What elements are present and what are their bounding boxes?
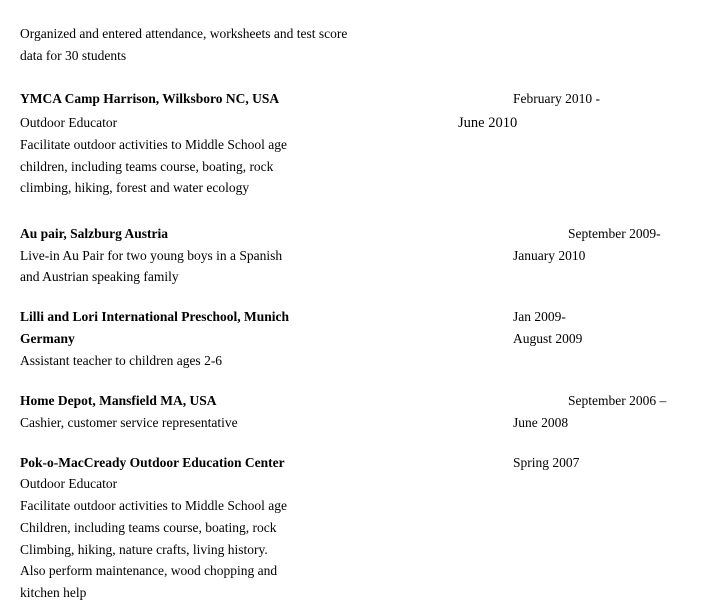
entry-title: YMCA Camp Harrison, Wilksboro NC, USA <box>20 91 280 106</box>
intro-line: data for 30 students <box>20 48 127 63</box>
entry-description-line: Facilitate outdoor activities to Middle School age <box>20 498 287 513</box>
entry-description-line: children, including teams course, boating, rock <box>20 159 274 174</box>
entry-date: Spring 2007 <box>513 455 580 470</box>
entry-description-line: and Austrian speaking family <box>20 269 179 284</box>
entry-description-line: Facilitate outdoor activities to Middle School age <box>20 137 287 152</box>
entry-date: February 2010 - <box>513 91 600 106</box>
entry-description-line: Also perform maintenance, wood chopping and <box>20 563 278 578</box>
entry-title: Lilli and Lori International Preschool, Munich <box>20 309 290 324</box>
entry-description-line: Live-in Au Pair for two young boys in a Spanish <box>20 248 283 263</box>
entry-description-line: kitchen help <box>20 585 87 600</box>
entry-description-line: climbing, hiking, forest and water ecology <box>20 180 250 195</box>
entry-title: Home Depot, Mansfield MA, USA <box>20 393 217 408</box>
entry-date: June 2010 <box>458 115 518 131</box>
intro-line: Organized and entered attendance, worksheets and test score <box>20 26 348 41</box>
entry-title: Au pair, Salzburg Austria <box>20 226 169 241</box>
entry-date: September 2006 – <box>568 393 667 408</box>
entry-date: Jan 2009- <box>513 309 566 324</box>
entry-title: Germany <box>20 331 75 346</box>
entry-date: June 2008 <box>513 415 569 430</box>
entry-description-line: Climbing, hiking, nature crafts, living history. <box>20 542 268 557</box>
entry-date: September 2009- <box>568 226 661 241</box>
entry-role: Outdoor Educator <box>20 115 118 130</box>
entry-description-line: Cashier, customer service representative <box>20 415 238 430</box>
entry-date: August 2009 <box>513 331 583 346</box>
entry-title: Pok-o-MacCready Outdoor Education Center <box>20 455 285 470</box>
entry-date: January 2010 <box>513 248 586 263</box>
entry-role: Outdoor Educator <box>20 476 118 491</box>
entry-description-line: Assistant teacher to children ages 2-6 <box>20 353 223 368</box>
entry-description-line: Children, including teams course, boating, rock <box>20 520 277 535</box>
